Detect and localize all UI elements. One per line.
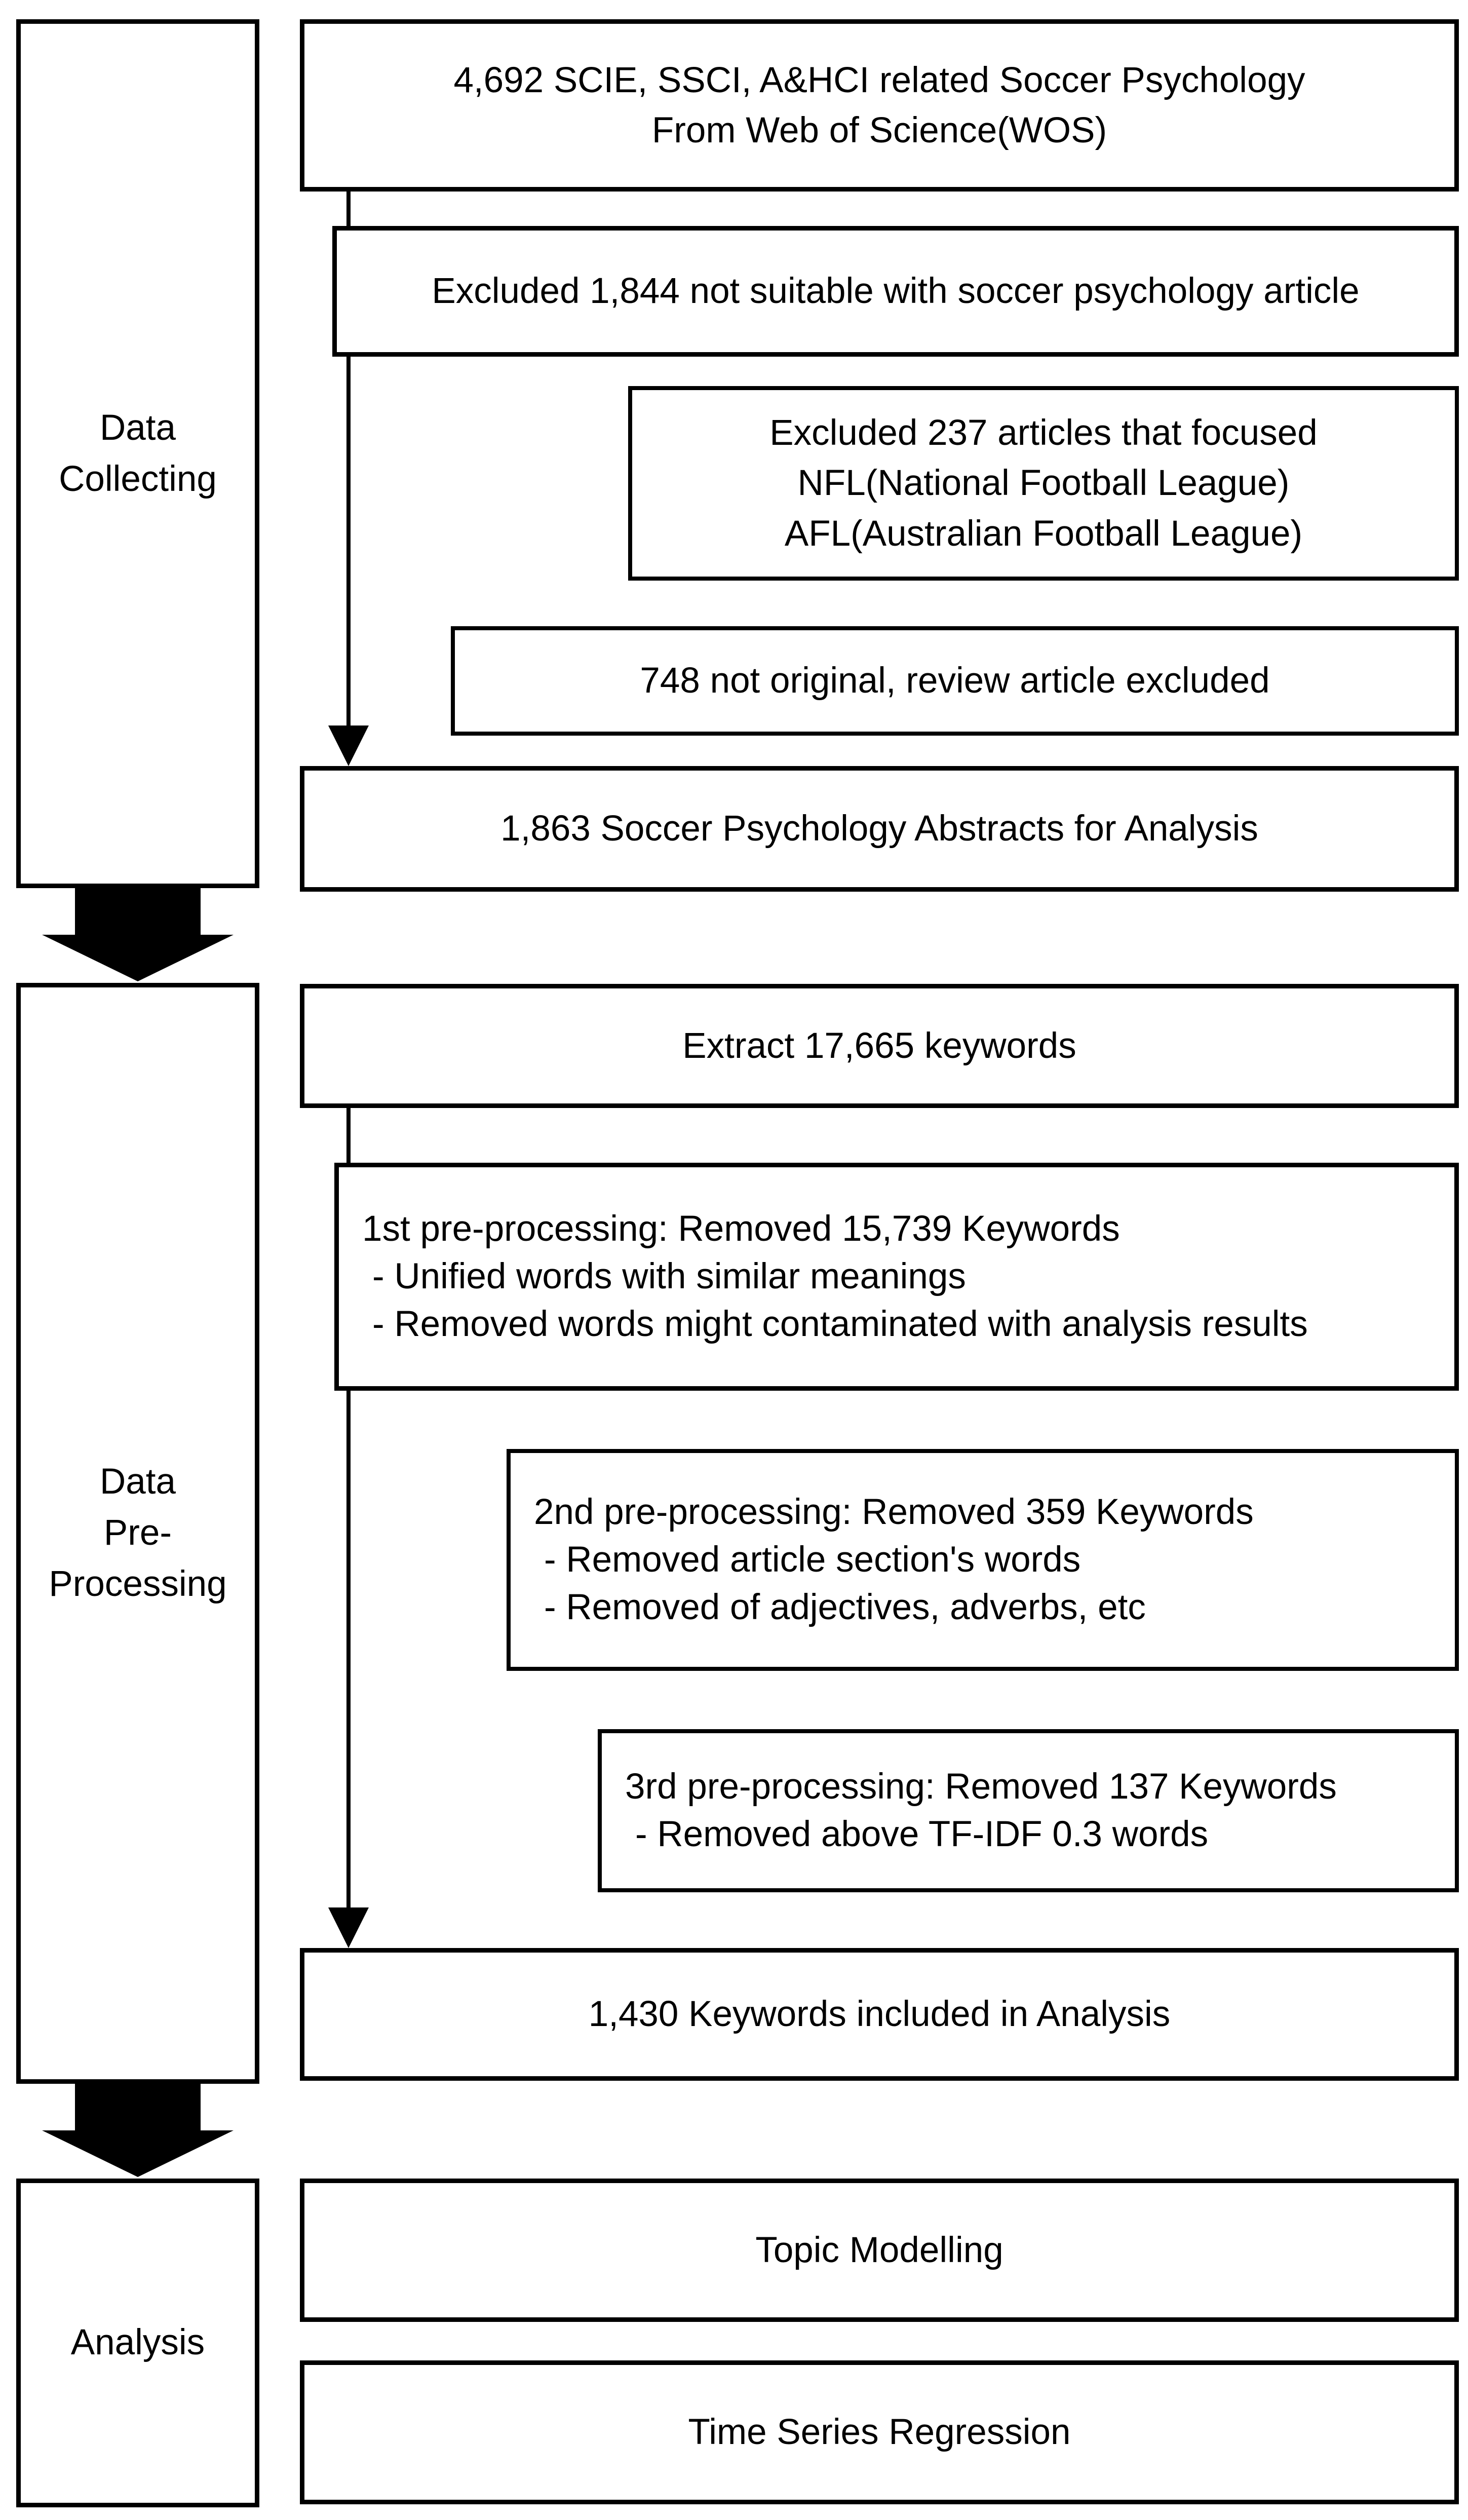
- block-arrow-head: [42, 2130, 234, 2177]
- arrowhead-down-icon: [328, 726, 369, 766]
- node-abstracts-1863: [300, 766, 1459, 892]
- node-extract-keywords: [300, 984, 1459, 1108]
- block-arrow-stem: [75, 888, 201, 935]
- connector-line: [346, 192, 351, 226]
- node-excluded-1844: [332, 226, 1459, 357]
- node-text: Time Series Regression: [688, 2412, 1071, 2453]
- node-keywords-1430: [300, 1948, 1459, 2081]
- block-arrow-stem: [75, 2084, 201, 2131]
- connector-line: [346, 1391, 351, 1907]
- connector-line: [346, 1108, 351, 1163]
- node-wos: [300, 19, 1459, 192]
- node-text: NFL(National Football League): [797, 463, 1290, 504]
- node-text: 1,863 Soccer Psychology Abstracts for Analysis: [500, 809, 1258, 849]
- stage-box-analysis: [16, 2179, 259, 2507]
- node-text: - Removed article section's words: [544, 1540, 1081, 1580]
- node-text: 1st pre-processing: Removed 15,739 Keywords: [362, 1209, 1120, 1249]
- stage-label: Processing: [49, 1563, 227, 1604]
- node-text: Topic Modelling: [755, 2230, 1003, 2270]
- node-excluded-748: [451, 626, 1459, 736]
- node-text: 2nd pre-processing: Removed 359 Keywords: [534, 1492, 1254, 1533]
- node-pre-processing-3: [598, 1729, 1459, 1892]
- node-pre-processing-1: [334, 1163, 1459, 1391]
- stage-label: Collecting: [59, 459, 217, 499]
- arrowhead-down-icon: [328, 1907, 369, 1948]
- node-text: - Removed words might contaminated with analysis results: [372, 1304, 1308, 1344]
- node-text: 4,692 SCIE, SSCI, A&HCI related Soccer Psychology: [453, 60, 1305, 100]
- node-text: 3rd pre-processing: Removed 137 Keywords: [625, 1767, 1337, 1807]
- node-time-series-regression: [300, 2360, 1459, 2504]
- node-text: - Removed of adjectives, adverbs, etc: [544, 1587, 1146, 1627]
- node-text: Extract 17,665 keywords: [682, 1025, 1076, 1066]
- node-text: 1,430 Keywords included in Analysis: [588, 1994, 1171, 2035]
- node-text: 748 not original, review article excluded: [640, 661, 1270, 701]
- node-text: Excluded 237 articles that focused: [769, 412, 1318, 453]
- connector-line: [346, 357, 351, 726]
- node-excluded-237: [628, 386, 1459, 581]
- stage-label: Analysis: [70, 2322, 205, 2363]
- stage-label: Data: [100, 1462, 176, 1502]
- node-text: Excluded 1,844 not suitable with soccer psychology article: [432, 271, 1360, 312]
- node-pre-processing-2: [507, 1449, 1459, 1671]
- node-topic-modelling: [300, 2179, 1459, 2322]
- block-arrow-down-icon: [42, 2084, 234, 2179]
- block-arrow-down-icon: [42, 888, 234, 981]
- stage-box-data-pre-processing: [16, 983, 259, 2084]
- stage-label: Data: [100, 407, 176, 448]
- node-text: - Unified words with similar meanings: [372, 1256, 966, 1297]
- node-text: From Web of Science(WOS): [651, 110, 1107, 150]
- node-text: AFL(Australian Football League): [784, 513, 1303, 554]
- block-arrow-head: [42, 935, 234, 981]
- stage-label: Pre-: [103, 1513, 172, 1553]
- node-text: - Removed above TF-IDF 0.3 words: [635, 1814, 1209, 1854]
- stage-box-data-collecting: [16, 19, 259, 888]
